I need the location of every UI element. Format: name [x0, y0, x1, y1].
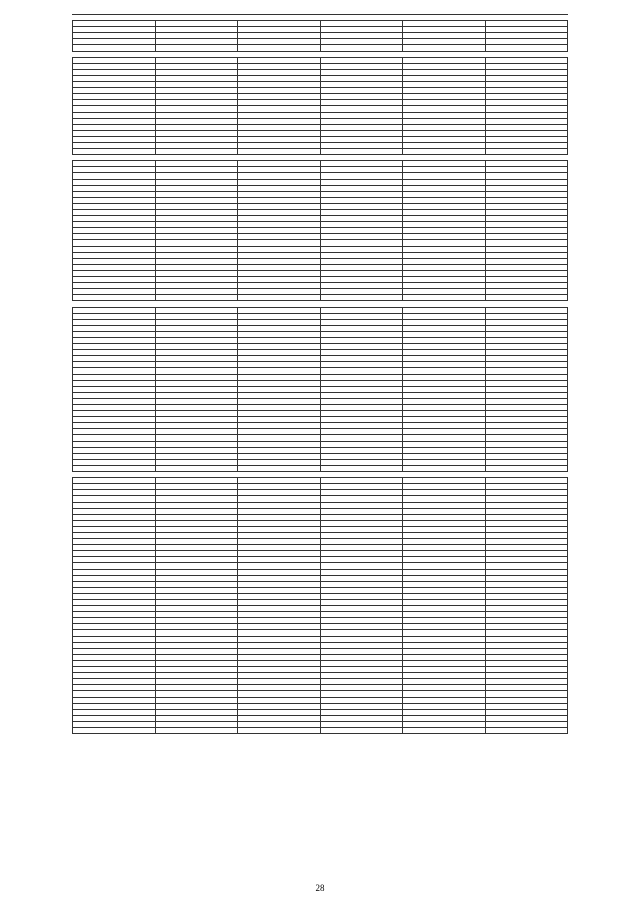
- register-table-body: [73, 15, 568, 734]
- page-number: 28: [315, 883, 325, 893]
- row-work-type: [238, 727, 321, 733]
- row-build-year: [320, 727, 403, 733]
- row-number: [73, 727, 156, 733]
- row-repair-year: [403, 727, 486, 733]
- row-period: [485, 727, 568, 733]
- housing-repair-register-table: [72, 14, 568, 734]
- row-address: [155, 727, 238, 733]
- table-row: [73, 727, 568, 733]
- register-document: [72, 14, 568, 874]
